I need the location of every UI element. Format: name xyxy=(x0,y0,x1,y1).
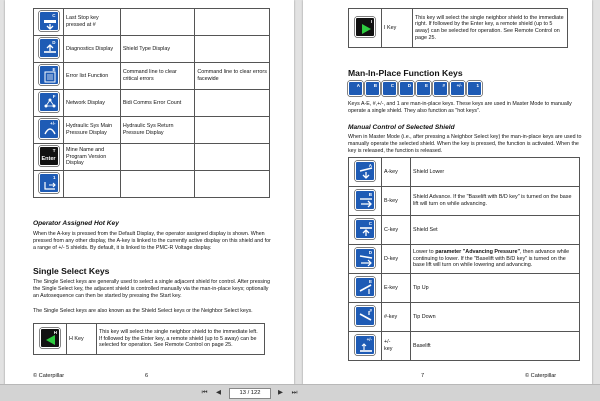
mip-key-button: E xyxy=(416,81,431,96)
shield-lower-icon xyxy=(356,162,376,182)
i-key-name: I Key xyxy=(382,9,413,48)
page-7 xyxy=(303,0,592,385)
table-cell: Shield Type Display xyxy=(120,36,195,63)
key-name: C-key xyxy=(382,216,411,245)
mip-key-button: 1 xyxy=(467,81,482,96)
single-select-heading: Single Select Keys xyxy=(33,266,110,276)
parameter-name: parameter "Advancing Pressure" xyxy=(435,248,520,255)
table-cell xyxy=(195,36,270,63)
last-page-button[interactable]: ⏭ xyxy=(291,389,298,396)
key-description: Tip Down xyxy=(411,303,580,332)
table-row xyxy=(34,36,270,63)
key-name: D-key xyxy=(382,245,411,274)
key-button: +/- xyxy=(355,335,375,355)
tip-down-icon xyxy=(356,307,376,327)
table-cell xyxy=(195,117,270,144)
mip-key-button: +/- xyxy=(450,81,465,96)
table-row xyxy=(34,171,270,198)
table-row xyxy=(349,158,580,187)
i-key-description: This key will select the single neighbor shield to the immediate right. If followed by the Enter key, a remote shield (up to 5 away) can be selected for operation. See Remote Control on page 25. xyxy=(413,9,568,48)
key-button: # xyxy=(355,306,375,326)
h-key-table xyxy=(33,323,265,355)
table-cell: Error list Function xyxy=(64,63,121,90)
table-row xyxy=(34,117,270,144)
key-name: E-key xyxy=(382,274,411,303)
error-list-icon xyxy=(40,66,60,86)
table-row xyxy=(349,187,580,216)
enter-label: Enter xyxy=(41,155,56,162)
table-cell: Command line to clear errors facewide xyxy=(195,63,270,90)
single-select-paragraph-1: The Single Select keys are generally used to select a single adjacent shield for control. After pressing the Single Select key, the adjacent shield is controlled manually via the man-in-place keys; optionally an Autosequence can then be started by pressing the Start key. xyxy=(33,279,271,299)
key-button: A xyxy=(355,161,375,181)
operator-hotkey-paragraph: When the A-key is pressed from the Default Display, the operator assigned display is shown. When pressed from any other display, the A-key is linked to the currently active display on this shield and for a range of +/- 5 shields. By default, it is linked to the PMC-R Voltage display. xyxy=(33,231,271,251)
table-cell xyxy=(64,171,121,198)
table-cell: Bidi Comms Error Count xyxy=(120,90,195,117)
description-text: Lower to xyxy=(413,248,436,255)
hydraulic-icon xyxy=(40,120,60,140)
baselift-icon xyxy=(356,336,376,356)
table-cell xyxy=(120,144,195,171)
table-row xyxy=(34,144,270,171)
man-in-place-key-row xyxy=(348,81,482,96)
table-cell xyxy=(120,171,195,198)
manual-control-heading: Manual Control of Selected Shield xyxy=(348,124,455,131)
table-row xyxy=(349,332,580,361)
key-description: Tip Up xyxy=(411,274,580,303)
arrow-left-icon xyxy=(41,329,61,349)
key-button: D xyxy=(39,38,59,58)
h-key-description: This key will select the single neighbor shield to the immediate left. If followed by the Enter key, a remote shield (up to 5 away) can be selected for operation. See Remote Control on page 25. xyxy=(97,324,265,355)
key-button: E xyxy=(355,277,375,297)
i-key-table xyxy=(348,8,568,48)
key-name: +/- key xyxy=(382,332,411,361)
table-cell: Mine Name and Program Version Display xyxy=(64,144,121,171)
key-description: Baselift xyxy=(411,332,580,361)
h-key-button: H xyxy=(40,328,60,348)
table-row xyxy=(349,216,580,245)
table-cell xyxy=(195,144,270,171)
key-button: +/- xyxy=(39,119,59,139)
table-row xyxy=(34,63,270,90)
table-row xyxy=(34,9,270,36)
table-row xyxy=(349,274,580,303)
key-description: Shield Lower xyxy=(411,158,580,187)
key-button: E xyxy=(39,65,59,85)
table-cell xyxy=(195,171,270,198)
key-button: C xyxy=(355,219,375,239)
table-cell xyxy=(195,9,270,36)
man-in-place-paragraph: Keys A-E, #,+/-, and 1 are man-in-place keys. These keys are used in Master Mode to manually operate a single shield. They also function as "hot keys". xyxy=(348,101,572,114)
table-cell: Command line to clear critical errors xyxy=(120,63,195,90)
table-row xyxy=(349,245,580,274)
table-cell: Network Display xyxy=(64,90,121,117)
next-page-button[interactable]: ▶ xyxy=(278,389,283,396)
key-button: T Enter xyxy=(39,146,59,166)
key-button: C xyxy=(39,11,59,31)
page-number: 6 xyxy=(145,373,149,379)
shield-advance-icon xyxy=(356,191,376,211)
page-number-input[interactable]: 13 / 122 xyxy=(229,388,271,399)
key-button: F xyxy=(39,92,59,112)
footer-brand: © Caterpillar xyxy=(525,373,557,379)
prev-page-button[interactable]: ◀ xyxy=(216,389,221,396)
first-page-button[interactable]: ⏮ xyxy=(201,389,208,396)
shield-set-icon xyxy=(356,220,376,240)
table-cell xyxy=(195,90,270,117)
manual-control-table xyxy=(348,157,580,361)
key-description xyxy=(411,245,580,274)
mip-key-button: B xyxy=(365,81,380,96)
table-row xyxy=(349,303,580,332)
network-icon xyxy=(40,93,60,113)
description-text: , then advance while continuing to lower. If the "Baselift with B/D key" is turned on the base lift will turn on while lowering and advancing. xyxy=(413,248,570,269)
key-description: Shield Set xyxy=(411,216,580,245)
key-name: B-key xyxy=(382,187,411,216)
mip-key-button: C xyxy=(382,81,397,96)
table-row xyxy=(34,90,270,117)
key-description: Shield Advance. If the "Baselift with B/D key" is turned on the base lift will turn on while advancing. xyxy=(411,187,580,216)
page-number: 7 xyxy=(421,373,425,379)
footer-brand: © Caterpillar xyxy=(33,373,65,379)
table-cell: Hydraulic Sys Return Pressure Display xyxy=(120,117,195,144)
table-cell: Hydraulic Sys Main Pressure Display xyxy=(64,117,121,144)
lift-icon xyxy=(40,39,60,59)
key-button: 1 xyxy=(39,173,59,193)
man-in-place-heading: Man-In-Place Function Keys xyxy=(348,68,463,78)
key-button: D xyxy=(355,248,375,268)
mip-key-button: D xyxy=(399,81,414,96)
key-name: A-key xyxy=(382,158,411,187)
mip-key-button: A xyxy=(348,81,363,96)
mip-key-button: # xyxy=(433,81,448,96)
viewer-toolbar xyxy=(0,384,600,401)
manual-control-paragraph: When in Master Mode (i.e., after pressing a Neighbor Select key) the man-in-place keys are used to manually operate the selected shield. When the key is pressed, the function is activated. When the key is released, the function is released. xyxy=(348,134,582,154)
table-cell: Last Stop key pressed at # xyxy=(64,9,121,36)
tip-up-icon xyxy=(356,278,376,298)
page-6 xyxy=(5,0,294,385)
table-cell: Diagnostics Display xyxy=(64,36,121,63)
key-name: #-key xyxy=(382,303,411,332)
operator-hotkey-heading: Operator Assigned Hot Key xyxy=(33,220,119,227)
display-key-table xyxy=(33,8,270,198)
key-button: B xyxy=(355,190,375,210)
i-key-button: I xyxy=(355,17,375,37)
arrow-right-icon xyxy=(356,18,376,38)
table-cell xyxy=(120,9,195,36)
h-key-name: H Key xyxy=(67,324,97,355)
tilt-down-icon xyxy=(40,12,60,32)
advance-icon xyxy=(40,174,60,194)
single-select-paragraph-2: The Single Select keys are also known as the Shield Select keys or the Neighbor Select keys. xyxy=(33,308,253,314)
advance-lower-icon xyxy=(356,249,376,269)
